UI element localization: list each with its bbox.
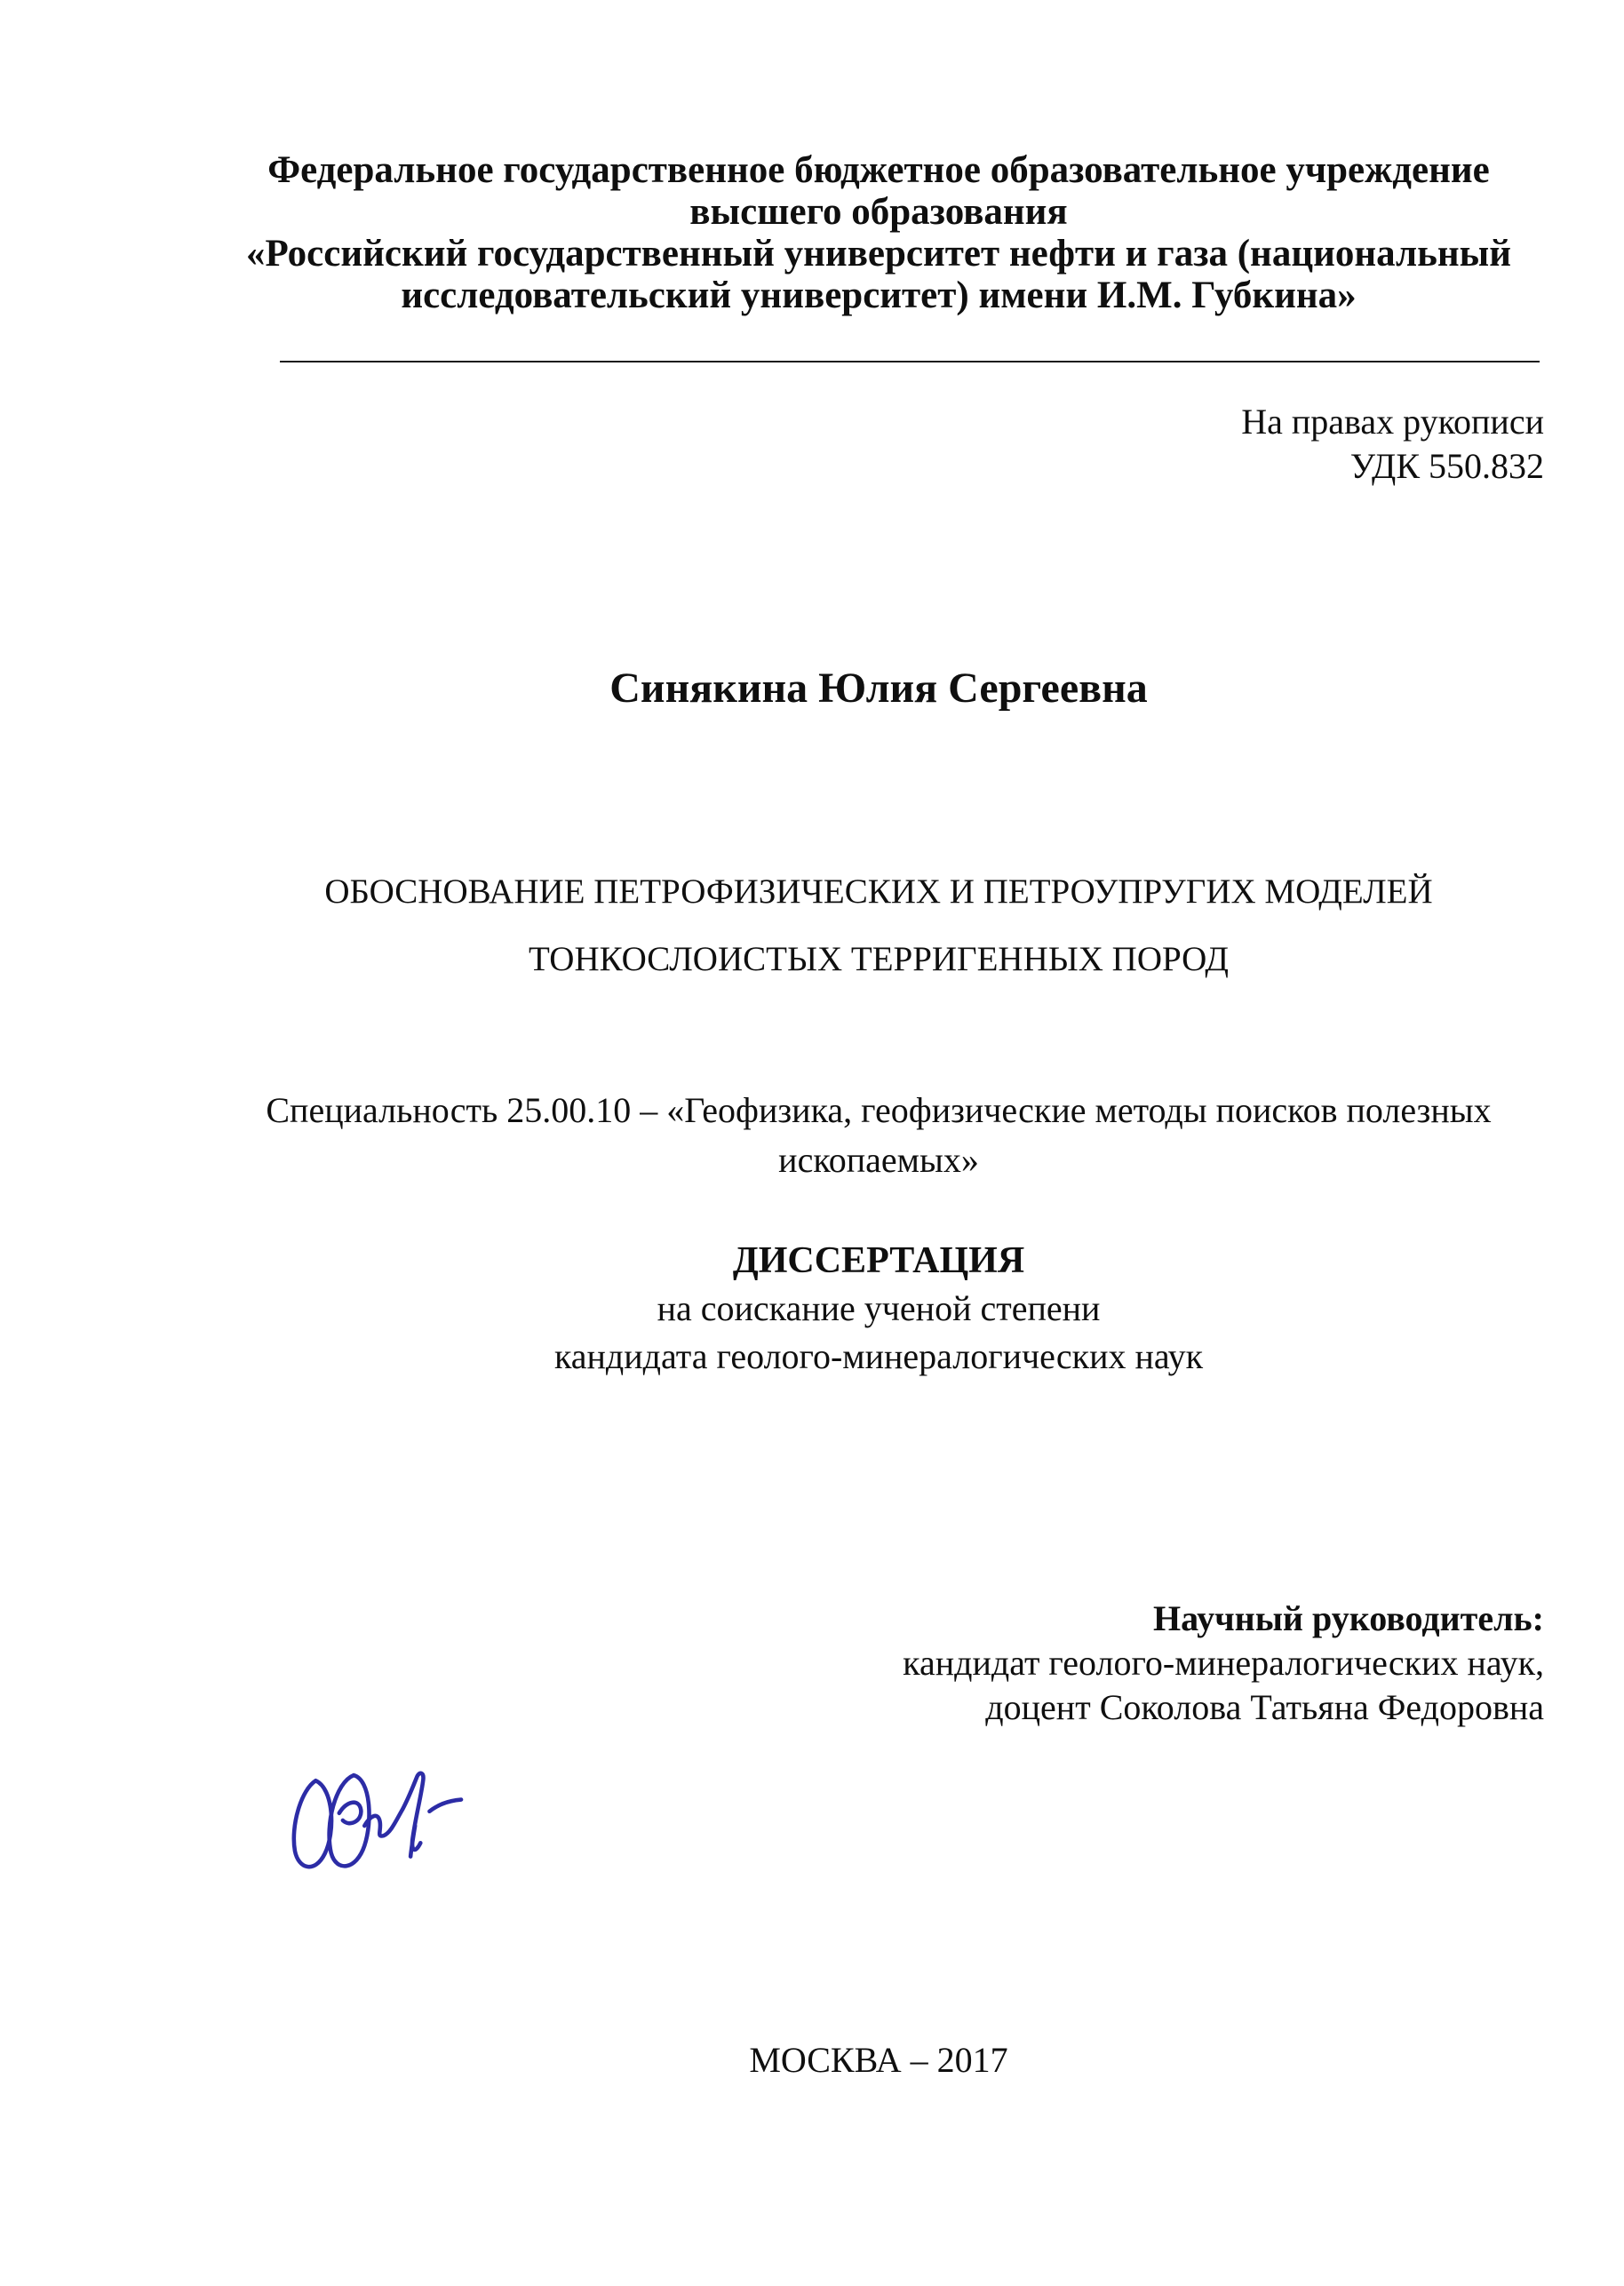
city-year: МОСКВА – 2017: [749, 2040, 1008, 2080]
university-header-line-3: «Российский государственный университет нефти и газа (национальный: [245, 233, 1512, 275]
specialty-block: [213, 1086, 1544, 1185]
thesis-type-label: ДИССЕРТАЦИЯ: [732, 1240, 1025, 1281]
dissertation-title-line-1: ОБОСНОВАНИЕ ПЕТРОФИЗИЧЕСКИХ И ПЕТРОУПРУГИХ МОДЕЛЕЙ: [324, 872, 1433, 911]
university-header: [213, 149, 1544, 316]
supervisor-block: [213, 1597, 1544, 1730]
thesis-block: [213, 1237, 1544, 1381]
dissertation-title-line-2: ТОНКОСЛОИСТЫХ ТЕРРИГЕННЫХ ПОРОД: [528, 940, 1230, 978]
supervisor-name: доцент Соколова Татьяна Федоровна: [985, 1687, 1544, 1727]
manuscript-rights-note: На правах рукописи: [1241, 402, 1544, 442]
author-name: Синякина Юлия Сергеевна: [609, 665, 1148, 712]
specialty-line-2: ископаемых»: [778, 1140, 979, 1180]
handwritten-signature-icon: [286, 1770, 468, 1878]
signature-drawing: [286, 1770, 468, 1878]
university-header-line-4: исследовательский университет) имени И.М. Губкина»: [401, 275, 1357, 316]
degree-line-2: кандидата геолого-минералогических наук: [553, 1336, 1204, 1376]
dissertation-title: [213, 858, 1544, 993]
specialty-line-1: Специальность 25.00.10 – «Геофизика, геофизические методы поисков полезных: [266, 1090, 1492, 1130]
degree-line-1: на соискание ученой степени: [657, 1288, 1101, 1328]
manuscript-note-block: [213, 400, 1544, 489]
udc-code: УДК 550.832: [1349, 446, 1544, 486]
university-header-line-2: высшего образования: [689, 191, 1068, 233]
university-header-line-1: Федеральное государственное бюджетное образовательное учреждение: [267, 149, 1490, 191]
header-divider-line: [280, 361, 1540, 362]
supervisor-label: Научный руководитель:: [1153, 1598, 1544, 1638]
supervisor-degree: кандидат геолого-минералогических наук,: [903, 1643, 1544, 1683]
